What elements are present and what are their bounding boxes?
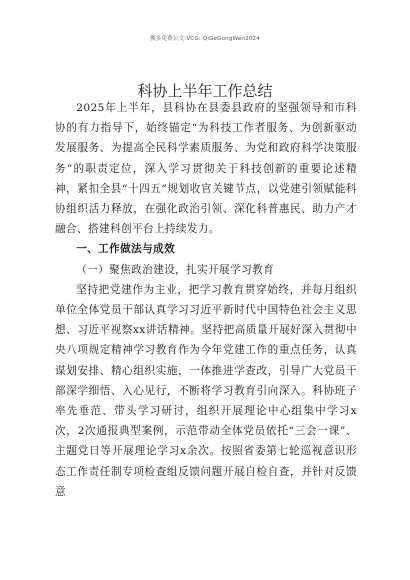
document-title: 科协上半年工作总结 (137, 82, 273, 100)
intro-paragraph: 2025年上半年，县科协在县委县政府的坚强领导和市科协的有力指导下，始终锚定“为科技工作者服务、为创新驱动发展服务、为提高全民科学素质服务、为党和政府科学决策服务”的职责定位，深入学习贯彻关于科技创新的重要论述精神，紧扣全县“十四五”规划收官关键节点，以党建引领赋能科协组织活力释放，在强化政治引领、深化科普惠民、助力产才融合、搭建科创平台上持续发力。 (55, 102, 357, 236)
subsection-heading: （一）聚焦政治建设，扎实开展学习教育 (76, 263, 275, 276)
document-body (55, 98, 357, 502)
body-paragraph: 坚持把党建作为主业，把学习教育贯穿始终，并每月组织单位全体党员干部认真学习习近平新时代中国特色社会主义思想、习近平视察xx讲话精神。坚持把高质量开展好深入贯彻中央八项规定精神学习教育作为今年党建工作的重点任务，认真谋划安排、精心组织实施，一体推进学查改，引导广大党员干部深学细悟、入心见行，不断将学习教育引向深入。科协班子率先垂范、带头学习研讨，组织开展理论中心组集中学习x次，2次通报典型案例，示范带动全体党员依托“三会一课”、主题党日等开展理论学习x余次。按照省委第七轮巡视意识形态工作责任制专项检查组反馈问题开展自检自查，并针对反馈意 (55, 283, 357, 498)
section-heading: 一、工作做法与成效 (76, 243, 176, 256)
page-header-watermark: 搬多免费公文:VCG: QiGeGongWen2024 (150, 36, 260, 42)
